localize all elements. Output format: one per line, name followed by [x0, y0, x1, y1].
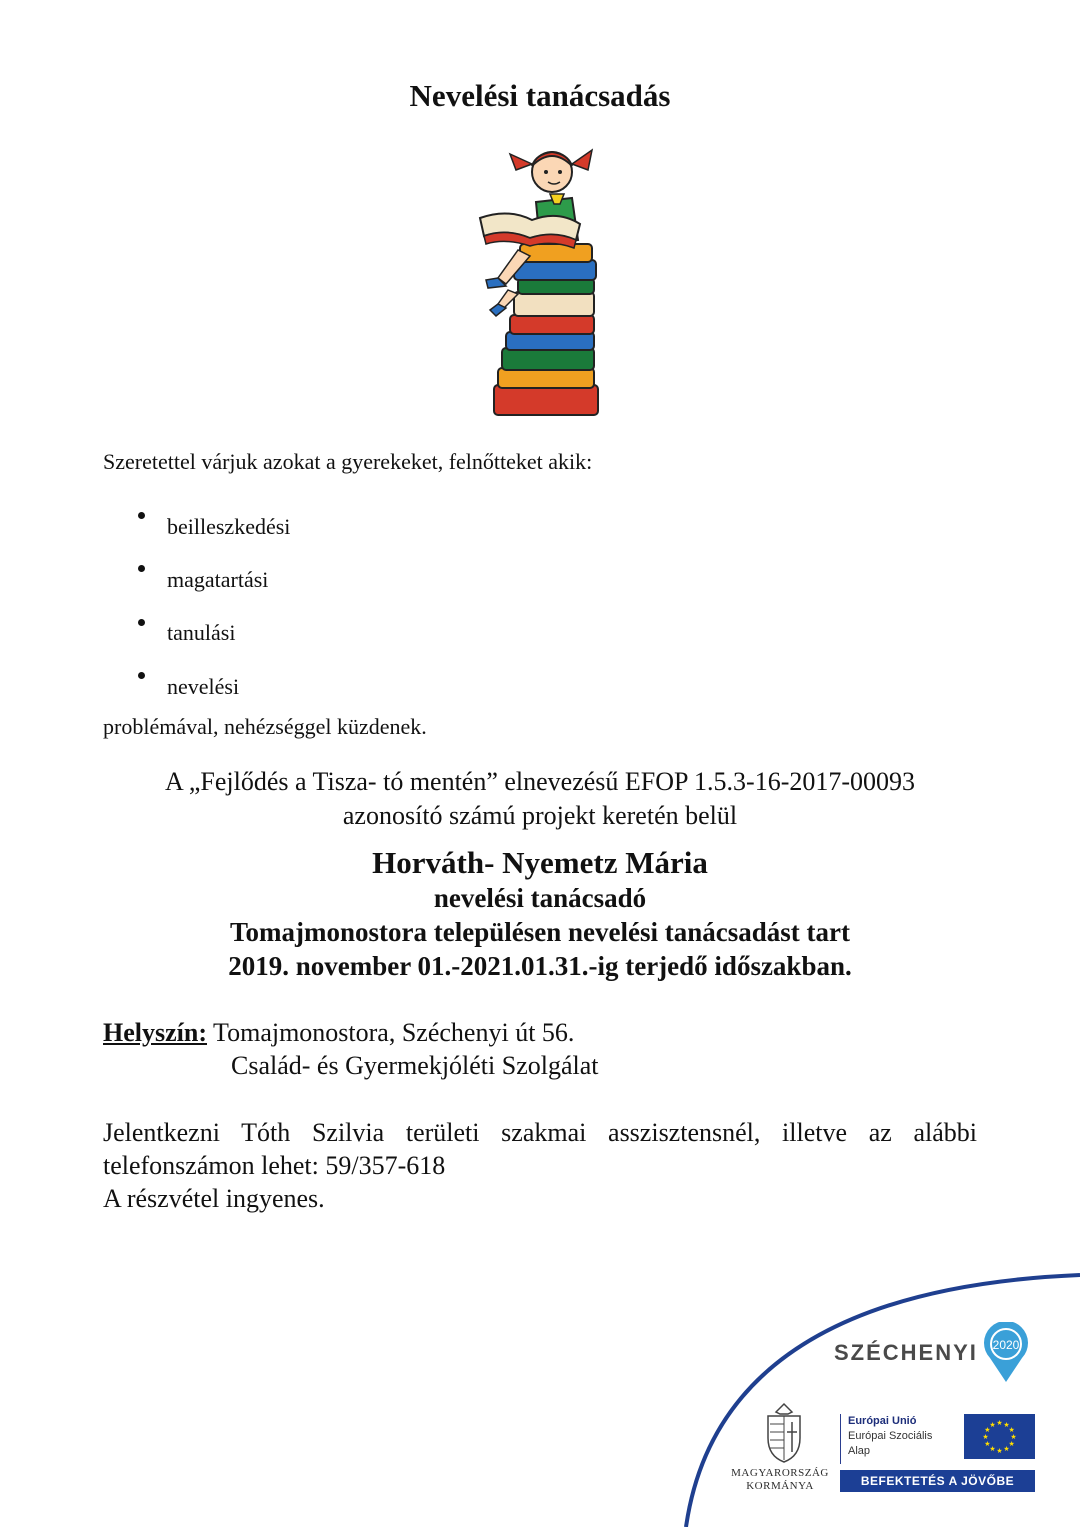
contact-line-3: A részvétel ingyenes.: [103, 1184, 325, 1213]
eu-star-icon: ★: [1010, 1433, 1017, 1441]
list-item: tanulási: [103, 607, 290, 660]
eu-star-icon: ★: [989, 1420, 996, 1429]
eu-star-icon: ★: [996, 1447, 1003, 1455]
contact-line-1: Jelentkezni Tóth Szilvia területi szakmai asszisztensnél, illetve az alábbi: [103, 1118, 977, 1147]
list-item: magatartási: [103, 553, 290, 606]
list-item: nevelési: [103, 660, 290, 713]
eu-divider: [840, 1414, 841, 1464]
counselor-place: Tomajmonostora településen nevelési tanácsadást tart: [230, 917, 850, 947]
location-pin-icon: [984, 1322, 1028, 1384]
counselor-period: 2019. november 01.-2021.01.31.-ig terjedő időszakban.: [228, 951, 852, 981]
eu-star-icon: ★: [1003, 1445, 1010, 1454]
eu-star-icon: ★: [989, 1445, 996, 1454]
intro-text: Szeretettel várjuk azokat a gyerekeket, felnőtteket akik:: [103, 449, 593, 474]
szechenyi-year: 2020: [992, 1338, 1020, 1352]
contact-line-2: telefonszámon lehet: 59/357-618: [103, 1151, 446, 1180]
investment-banner: BEFEKTETÉS A JÖVŐBE: [840, 1470, 1035, 1492]
eu-star-icon: ★: [1008, 1426, 1015, 1434]
list-item: beilleszkedési: [103, 500, 290, 553]
counselor-name: Horváth- Nyemetz Mária: [372, 845, 708, 880]
eu-fund-text: Európai Unió Európai Szociális Alap: [848, 1415, 933, 1457]
eu-star-icon: ★: [984, 1426, 991, 1434]
eu-star-icon: ★: [1008, 1440, 1015, 1448]
location-address: Tomajmonostora, Széchenyi út 56.: [213, 1018, 575, 1047]
government-logo-text: MAGYARORSZÁG KORMÁNYA: [731, 1467, 829, 1492]
page-title: Nevelési tanácsadás: [409, 78, 671, 113]
szechenyi-2020-logo: [834, 1322, 1028, 1384]
eu-flag-icon: [964, 1414, 1035, 1459]
location-office: Család- és Gyermekjóléti Szolgálat: [231, 1051, 599, 1080]
hungarian-coat-of-arms-icon: [760, 1402, 808, 1464]
eu-star-icon: ★: [984, 1440, 991, 1448]
counselor-role: nevelési tanácsadó: [433, 883, 647, 913]
location-label: Helyszín:: [103, 1018, 207, 1047]
eu-star-icon: ★: [1003, 1420, 1010, 1429]
project-line-2: azonosító számú projekt keretén belül: [342, 801, 738, 830]
eu-star-icon: ★: [982, 1433, 989, 1441]
szechenyi-logo-text: SZÉCHENYI: [834, 1340, 978, 1365]
outro-text: problémával, nehézséggel küzdenek.: [103, 714, 427, 739]
eu-star-icon: ★: [996, 1419, 1003, 1427]
project-line-1: A „Fejlődés a Tisza- tó mentén” elnevezésű EFOP 1.5.3-16-2017-00093: [164, 767, 916, 796]
